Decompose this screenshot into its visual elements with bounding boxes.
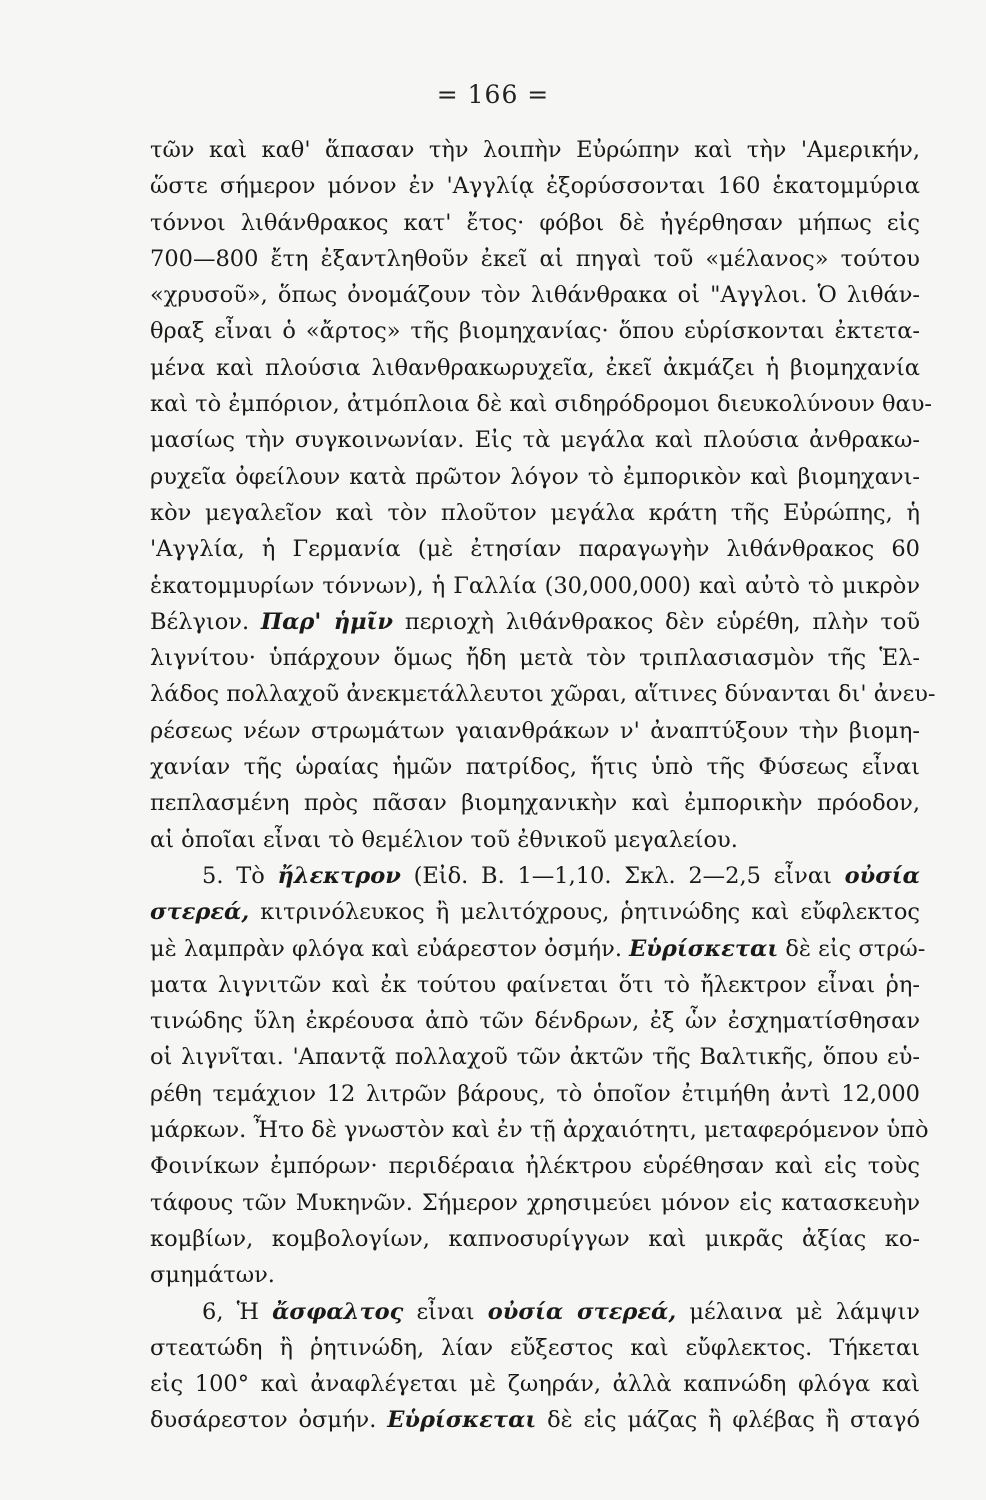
text-line [150,676,936,712]
text-segment: χανίαν τῆς ὡραίας ἡμῶν πατρίδος, ἥτις ὑπὸ τῆς Φύσεως εἶναι [150,754,920,781]
text-segment: μὲ λαμπρὰν φλόγα καὶ εὐάρεστον ὀσμήν. [150,935,630,962]
text-segment: καὶ τὸ ἐμπόριον, ἀτμόπλοια δὲ καὶ σιδηρόδρομοι διευκολύνουν θαυ- [150,391,933,418]
text-line [150,568,920,604]
text-line [150,386,933,422]
text-segment: δὲ εἰς στρώ- [778,935,926,962]
text-line [150,785,920,821]
emphasized-term: στερεά, [150,899,250,926]
text-segment: μασίως τὴν συγκοινωνίαν. Εἰς τὰ μεγάλα καὶ πλούσια ἀνθρακω- [150,427,920,454]
text-line [150,1402,920,1438]
text-segment: αἱ ὁποῖαι εἶναι τὸ θεμέλιον τοῦ ἐθνικοῦ μεγαλείου. [150,826,738,853]
text-line [150,277,920,313]
text-line [150,531,920,567]
page-number: = 166 = [436,80,550,109]
text-segment: Φοινίκων ἐμπόρων· περιδέραια ἠλέκτρου εὑρέθησαν καὶ εἰς τοὺς [150,1153,920,1180]
text-segment: Βέλγιον. [150,608,261,635]
text-line [150,422,920,458]
body-text [150,132,936,1439]
text-segment: ρέσεως νέων στρωμάτων γαιανθράκων ν' ἀναπτύξουν τὴν βιομη- [150,717,920,744]
text-segment: τάφους τῶν Μυκηνῶν. Σήμερον χρησιμεύει μόνον εἰς κατασκευὴν [150,1189,920,1216]
text-line [150,1039,920,1075]
text-line [150,1257,920,1293]
text-line [150,931,926,967]
text-segment: στεατώδη ἢ ῥητινώδη, λίαν εὔξεστος καὶ εὔφλεκτος. Τήκεται [150,1334,920,1361]
text-line [150,459,920,495]
text-segment: τινώδης ὕλη ἐκρέουσα ἀπὸ τῶν δένδρων, ἐξ ὧν ἐσχηματίσθησαν [150,1008,920,1035]
text-segment: λιγνίτου· ὑπάρχουν ὅμως ἤδη μετὰ τὸν τριπλασιασμὸν τῆς Ἑλ- [150,645,920,672]
text-segment: κὸν μεγαλεῖον καὶ τὸν πλοῦτον μεγάλα κράτη τῆς Εὐρώπης, ἡ [150,499,920,526]
text-segment: τῶν καὶ καθ' ἅπασαν τὴν λοιπὴν Εὐρώπην καὶ τὴν 'Αμερικήν, [150,137,920,163]
text-segment: μέλαινα μὲ λάμψιν [676,1298,920,1325]
text-segment: (Εἰδ. Β. 1—1,10. Σκλ. 2—2,5 εἶναι [400,862,845,889]
text-line [150,168,920,204]
text-line [150,1330,920,1366]
text-line [150,604,920,640]
text-segment: λάδος πολλαχοῦ ἀνεκμετάλλευτοι χῶραι, αἵτινες δύνανται δι' ἀνευ- [150,681,936,708]
text-line [150,858,920,894]
text-segment: ματα λιγνιτῶν καὶ ἐκ τούτου φαίνεται ὅτι τὸ ἤλεκτρον εἶναι ῥη- [150,971,920,998]
text-segment: κιτρινόλευκος ἢ μελιτόχρους, ῥητινώδης καὶ εὔφλεκτος [249,899,920,926]
text-segment: δὲ εἰς μάζας ἢ φλέβας ἢ σταγό [536,1407,920,1434]
emphasized-term: οὐσία στερεά, [487,1298,677,1325]
text-segment: οἱ λιγνῖται. 'Απαντᾷ πολλαχοῦ τῶν ἀκτῶν τῆς Βαλτικῆς, ὅπου εὑ- [150,1044,920,1071]
text-segment: ρέθη τεμάχιον 12 λιτρῶν βάρους, τὸ ὁποῖον ἐτιμήθη ἀντὶ 12,000 [150,1080,920,1107]
text-line [150,894,920,930]
text-segment: μάρκων. Ἦτο δὲ γνωστὸν καὶ ἐν τῇ ἀρχαιότητι, μεταφερόμενον ὑπὸ [150,1117,929,1144]
text-line [150,1221,920,1257]
text-segment: εἶναι [403,1298,488,1325]
emphasized-term: Εὑρίσκεται [387,1407,537,1434]
text-segment: πεπλασμένη πρὸς πᾶσαν βιομηχανικὴν καὶ ἐμπορικὴν πρόοδον, [150,790,920,817]
text-line [150,132,920,168]
text-segment: 5. Τὸ [202,862,278,889]
text-line [150,749,920,785]
text-segment: κομβίων, κομβολογίων, καπνοσυρίγγων καὶ μικρᾶς ἀξίας κο- [150,1225,920,1252]
text-segment: τόννοι λιθάνθρακος κατ' ἔτος· φόβοι δὲ ἠγέρθησαν μήπως εἰς [150,209,920,236]
text-line [150,822,920,858]
text-line [150,1185,920,1221]
text-line [150,1148,920,1184]
emphasized-term: Εὑρίσκεται [629,935,779,962]
text-line [150,1003,920,1039]
text-segment: μένα καὶ πλούσια λιθανθρακωρυχεῖα, ἐκεῖ ἀκμάζει ἡ βιομηχανία [150,354,920,381]
text-segment: ἑκατομμυρίων τόννων), ἡ Γαλλία (30,000,000) καὶ αὐτὸ τὸ μικρὸν [150,572,920,599]
text-line [150,1366,920,1402]
text-segment: «χρυσοῦ», ὅπως ὀνομάζουν τὸν λιθάνθρακα οἱ "Αγγλοι. Ὁ λιθάν- [150,282,920,309]
text-line [150,205,920,241]
text-line [150,1112,929,1148]
text-line [150,495,920,531]
text-line [150,640,920,676]
text-line [150,713,920,749]
text-segment: δυσάρεστον ὀσμήν. [150,1407,388,1434]
emphasized-term: ἄσφαλτος [272,1298,404,1325]
text-segment: 6, Ἡ [202,1298,273,1325]
text-segment: 700—800 ἔτη ἐξαντληθοῦν ἐκεῖ αἱ πηγαὶ τοῦ «μέλανος» τούτου [150,245,920,272]
emphasized-term: Παρ' ἡμῖν [260,608,394,635]
text-segment: ὥστε σήμερον μόνον ἐν 'Αγγλίᾳ ἐξορύσσονται 160 ἑκατομμύρια [150,173,920,200]
text-segment: 'Αγγλία, ἡ Γερμανία (μὲ ἐτησίαν παραγωγὴν λιθάνθρακος 60 [150,536,920,563]
text-line [150,313,920,349]
text-segment: περιοχὴ λιθάνθρακος δὲν εὑρέθη, πλὴν τοῦ [393,608,921,635]
text-line [150,1294,920,1330]
text-segment: ρυχεῖα ὀφείλουν κατὰ πρῶτον λόγον τὸ ἐμπορικὸν καὶ βιομηχανι- [150,463,920,490]
text-segment: σμημάτων. [150,1262,275,1289]
text-segment: εἰς 100° καὶ ἀναφλέγεται μὲ ζωηράν, ἀλλὰ καπνώδη φλόγα καὶ [150,1371,920,1398]
text-line [150,350,920,386]
text-line [150,241,920,277]
emphasized-term: ἤλεκτρον [277,862,401,889]
text-line [150,1076,920,1112]
text-segment: θραξ εἶναι ὁ «ἄρτος» τῆς βιομηχανίας· ὅπου εὑρίσκονται ἐκτετα- [150,318,920,345]
text-line [150,967,920,1003]
emphasized-term: οὐσία [844,862,920,889]
